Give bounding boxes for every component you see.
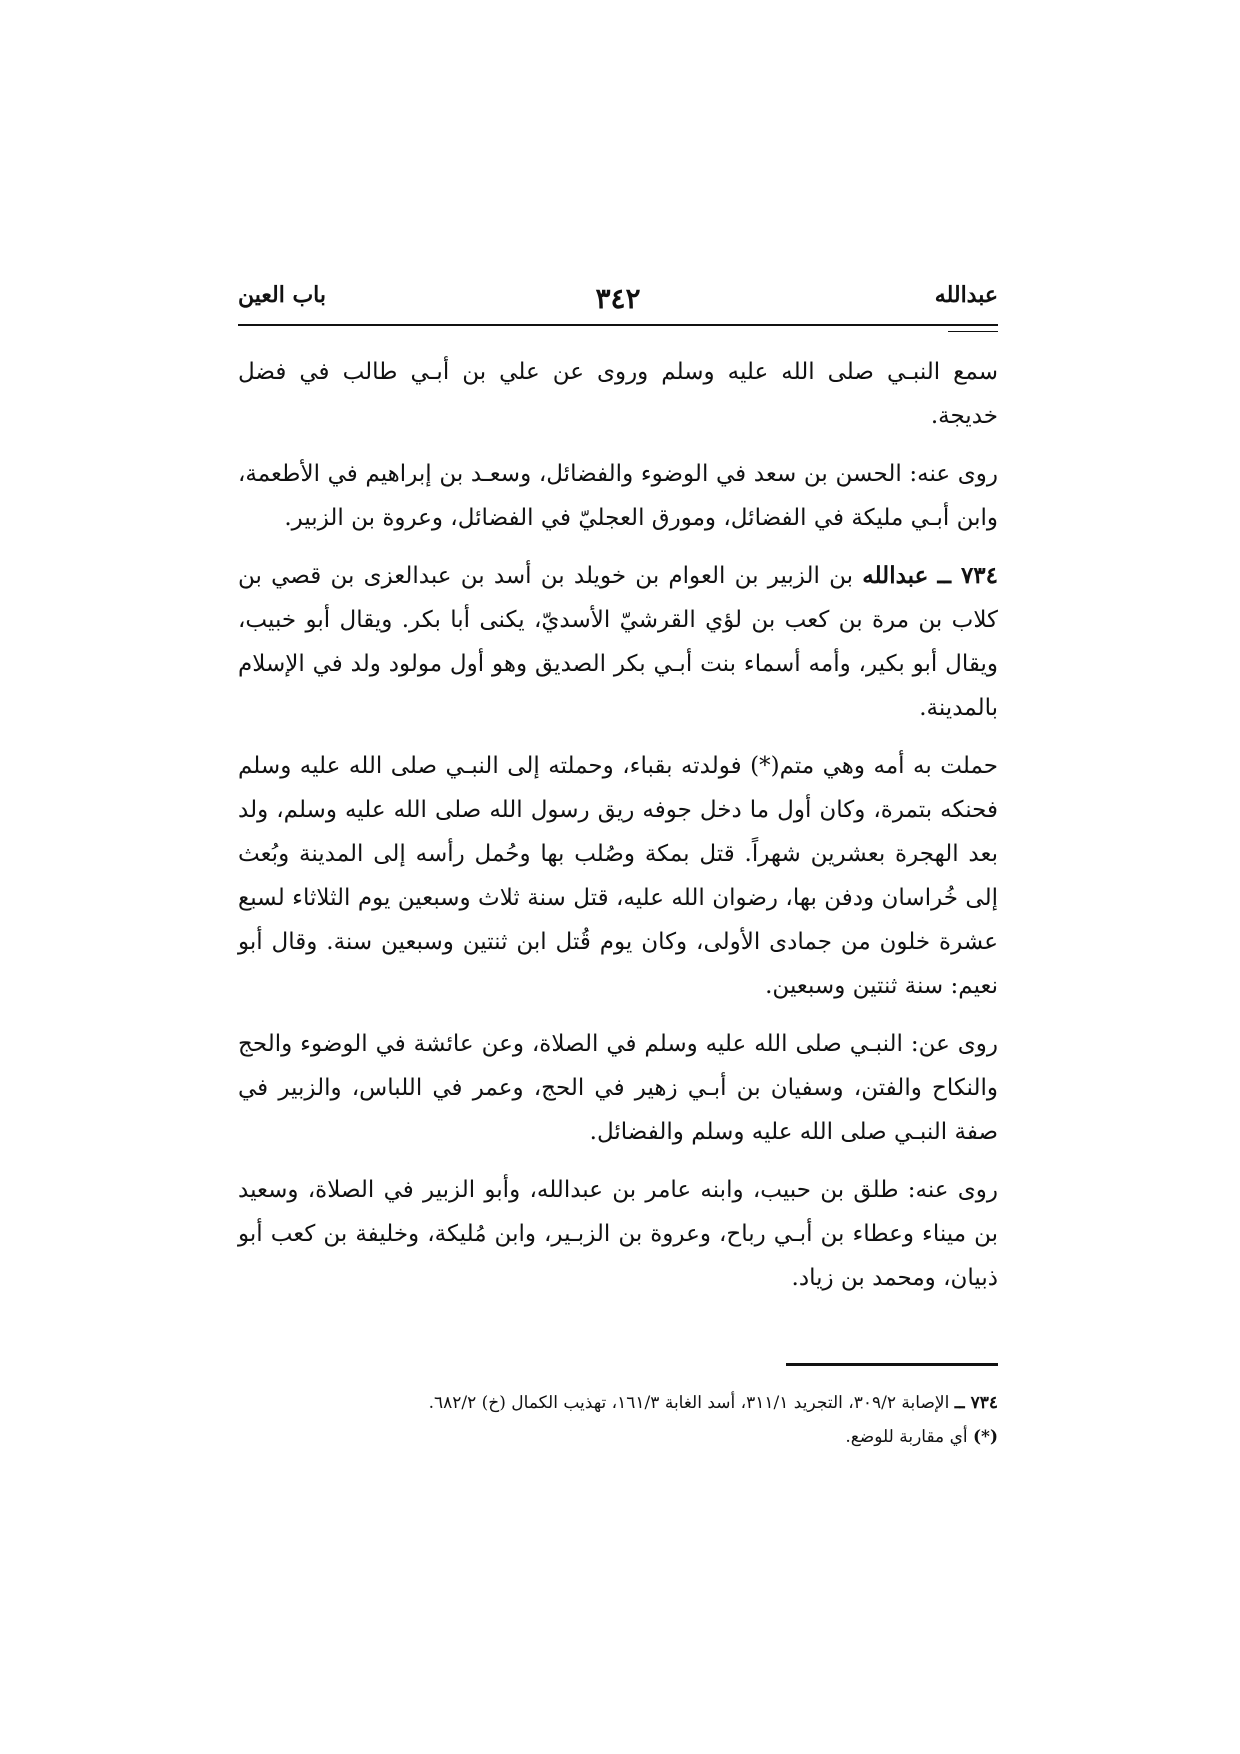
running-header [238,282,998,322]
footnotes [238,1386,998,1454]
footnote-sources [238,1386,998,1420]
footnote-number: ٧٣٤ ــ [954,1393,998,1413]
paragraph-narrators: روى عنه: طلق بن حبيب، وابنه عامر بن عبدالله، وأبو الزبير في الصلاة، وسعيد بن ميناء وعطاء بن أبـي رباح، وعروة بن الزبـير، وابن مُليكة، وخليفة بن كعب أبو ذبيان، ومحمد بن زياد. [238,1177,998,1291]
page-number: ٣٤٢ [595,282,641,315]
entry-text: بن الزبير بن العوام بن خويلد بن أسد بن عبدالعزى بن قصي بن كلاب بن مرة بن كعب بن لؤي القرشيّ الأسديّ، يكنى أبا بكر. ويقال أبو خبيب، ويقال أبو بكير، وأمه أسماء بنت أبـي بكر الصديق وهو أول مولود ولد في الإسلام بالمدينة. [238,563,998,721]
footnote-definition [238,1420,998,1454]
header-rule-accent [948,331,998,332]
paragraph-heard-from: سمع النبـي صلى الله عليه وسلم وروى عن علي بن أبـي طالب في فضل خديجة. [238,359,998,429]
main-text [238,350,998,1314]
entry-paragraph [238,554,998,730]
header-entry-name: عبدالله [934,282,998,308]
paragraph-biography: حملت به أمه وهي متم(*) فولدته بقباء، وحملته إلى النبـي صلى الله عليه وسلم فحنكه بتمرة، وكان أول ما دخل جوفه ريق رسول الله صلى الله عليه وسلم، ولد بعد الهجرة بعشرين شهراً. قتل بمكة وصُلب بها وحُمل رأسه إلى المدينة وبُعث إلى خُراسان ودفن بها، رضوان الله عليه، قتل سنة ثلاث وسبعين يوم الثلاثاء لسبع عشرة خلون من جمادى الأولى، وكان يوم قُتل ابن ثنتين وسبعين سنة. وقال أبو نعيم: سنة ثنتين وسبعين. [238,753,998,999]
paragraph-narrated-from: روى عن: النبـي صلى الله عليه وسلم في الصلاة، وعن عائشة في الوضوء والحج والنكاح والفتن، وسفيان بن أبـي زهير في الحج، وعمر في اللباس، والزبير في صفة النبـي صلى الله عليه وسلم والفضائل. [238,1031,998,1145]
header-chapter-title: باب العين [238,282,327,308]
entry-number: ٧٣٤ ــ [937,562,998,589]
footnote-mark: (*) [973,1427,998,1447]
header-rule [238,324,998,326]
entry-name: عبدالله [862,562,929,589]
footnote-definition-text: أي مقاربة للوضع. [845,1427,974,1447]
footnote-sources-text: الإصابة ٣٠٩/٢، التجريد ٣١١/١، أسد الغابة ١٦١/٣، تهذيب الكمال (خ) ٦٨٢/٢. [428,1393,955,1413]
footnote-rule [786,1363,998,1366]
paragraph-narrated-by: روى عنه: الحسن بن سعد في الوضوء والفضائل، وسعـد بن إبراهيم في الأطعمة، وابن أبـي مليكة في الفضائل، ومورق العجليّ في الفضائل، وعروة بن الزبير. [238,461,998,531]
